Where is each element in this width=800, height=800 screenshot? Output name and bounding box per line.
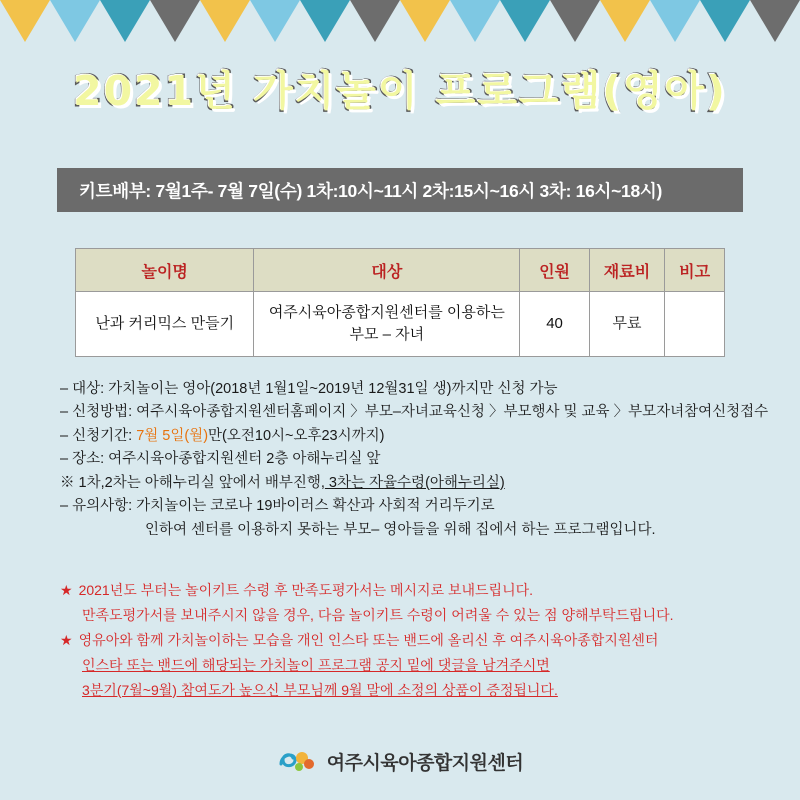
pennant xyxy=(450,0,500,42)
notice-text: 영유아와 함께 가치놀이하는 모습을 개인 인스타 또는 밴드에 올리신 후 여주시육아종합지원센터 xyxy=(78,631,659,648)
detail-marker: – xyxy=(60,451,73,468)
detail-label: 신청기간: xyxy=(72,427,137,444)
star-icon: ★ xyxy=(60,631,73,648)
pennant xyxy=(750,0,800,42)
program-table xyxy=(75,248,725,357)
detail-marker: – xyxy=(60,427,73,444)
pennant xyxy=(200,0,250,42)
cell-play-name: 난과 커리믹스 만들기 xyxy=(76,292,254,357)
notice-row xyxy=(60,603,780,628)
pennant xyxy=(250,0,300,42)
th-fee: 재료비 xyxy=(589,249,664,292)
table-header-row xyxy=(76,249,725,292)
pennant xyxy=(700,0,750,42)
kit-distribution-banner: 키트배부: 7월1주- 7월 7일(수) 1차:10시~11시 2차:15시~16시 3차: 16시~18시) xyxy=(57,168,743,212)
cell-count: 40 xyxy=(520,292,590,357)
table-header xyxy=(76,249,725,292)
center-logo-svg xyxy=(277,746,317,776)
pennant xyxy=(500,0,550,42)
detail-marker: – xyxy=(60,404,73,421)
cell-fee: 무료 xyxy=(589,292,664,357)
notice-row xyxy=(60,578,780,603)
detail-row xyxy=(60,448,760,471)
detail-row xyxy=(60,401,769,424)
page-title-wrap xyxy=(0,58,800,117)
detail-marker: – xyxy=(60,381,73,397)
detail-highlight: 7월 5일(월) xyxy=(136,427,209,444)
detail-row xyxy=(60,378,760,401)
detail-underline-text: 3차는 자율수령(아해누리실) xyxy=(324,474,505,491)
pennant xyxy=(400,0,450,42)
center-logo-icon xyxy=(277,746,317,776)
cell-target-line2: 부모 – 자녀 xyxy=(349,326,425,343)
table-body xyxy=(76,292,725,357)
detail-row xyxy=(60,495,760,518)
pennant xyxy=(300,0,350,42)
detail-marker: – xyxy=(60,498,73,515)
notice-text: 2021년도 부터는 놀이키트 수령 후 만족도평가서는 메시지로 보내드립니다. xyxy=(78,582,534,598)
cell-target xyxy=(254,292,520,357)
page-title: 2021년 가치놀이 프로그램(영아) xyxy=(73,67,727,115)
notice-row xyxy=(60,653,780,678)
detail-text: 장소: 여주시육아종합지원센터 2층 아해누리실 앞 xyxy=(72,451,381,468)
details-list xyxy=(60,378,769,542)
detail-tail: 만(오전10시~오후23시까지) xyxy=(208,427,385,444)
detail-text: 대상: 가치놀이는 영아(2018년 1월1일~2019년 12월31일 생)까지만 신청 가능 xyxy=(72,381,558,397)
notice-text: 만족도평가서를 보내주시지 않을 경우, 다음 놀이키트 수령이 어려울 수 있는 점 양해부탁드립니다. xyxy=(82,606,674,623)
bunting-decoration xyxy=(0,0,800,42)
notice-underline-text: 인스타 또는 밴드에 해당되는 가치놀이 프로그램 공지 밑에 댓글을 남겨주시면 xyxy=(82,656,550,673)
table-row xyxy=(76,292,725,357)
star-icon: ★ xyxy=(60,582,73,598)
detail-row xyxy=(60,425,760,448)
pennant xyxy=(600,0,650,42)
notice-list xyxy=(60,578,780,703)
pennant xyxy=(100,0,150,42)
pennant xyxy=(650,0,700,42)
th-play-name: 놀이명 xyxy=(76,249,254,292)
footer xyxy=(0,746,800,776)
detail-text: 유의사항: 가치놀이는 코로나 19바이러스 확산과 사회적 거리두기로 xyxy=(72,498,495,515)
detail-marker: ※ xyxy=(60,474,79,491)
notice-row xyxy=(60,678,780,703)
cell-target-line1: 여주시육아종합지원센터를 이용하는 xyxy=(268,304,505,322)
cell-note xyxy=(665,292,725,357)
bunting-svg xyxy=(0,0,800,42)
th-note: 비고 xyxy=(665,249,725,292)
detail-row xyxy=(60,472,760,495)
detail-row xyxy=(60,519,760,542)
pennant xyxy=(350,0,400,42)
notice-underline-text: 3분기(7월~9월) 참여도가 높으신 부모님께 9월 말에 소정의 상품이 증정됩니다. xyxy=(82,681,558,698)
pennant xyxy=(150,0,200,42)
notice-row xyxy=(60,628,780,653)
detail-text: 1차,2차는 아해누리실 앞에서 배부진행, xyxy=(78,474,325,491)
pennant xyxy=(0,0,50,42)
th-target: 대상 xyxy=(254,249,520,292)
pennant xyxy=(550,0,600,42)
detail-text: 인하여 센터를 이용하지 못하는 부모– 영아들을 위해 집에서 하는 프로그램입니다. xyxy=(145,521,656,538)
detail-text: 신청방법: 여주시육아종합지원센터홈페이지 〉부모–자녀교육신청 〉부모행사 및 교육 〉부모자녀참여신청접수 xyxy=(72,404,769,421)
footer-center-name: 여주시육아종합지원센터 xyxy=(326,752,524,774)
pennant xyxy=(50,0,100,42)
th-count: 인원 xyxy=(520,249,590,292)
